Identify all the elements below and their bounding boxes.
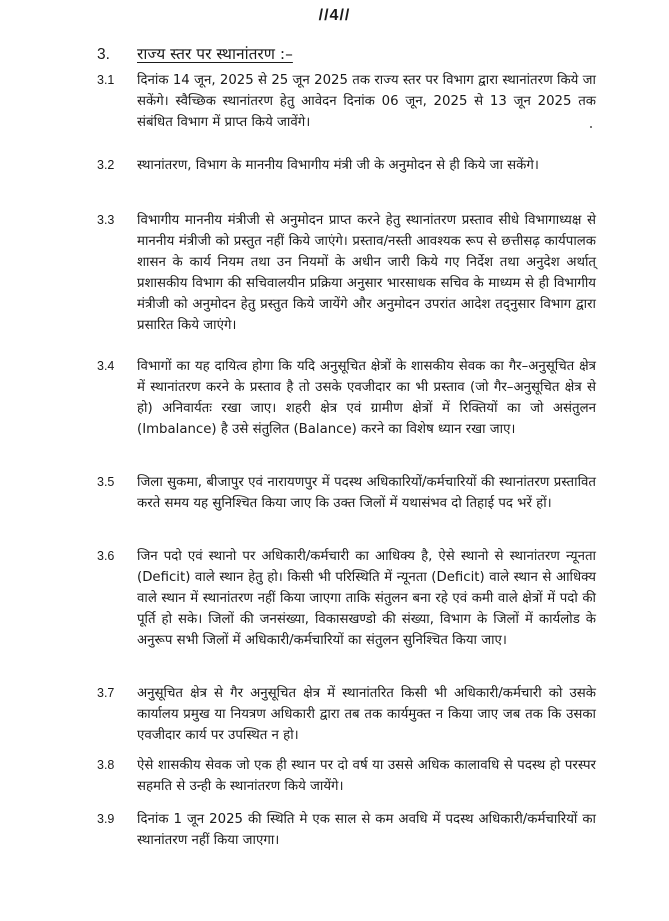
clause-text: अनुसूचित क्षेत्र से गैर अनुसूचित क्षेत्र में स्थानांतरित किसी भी अधिकारी/कर्मचारी को उसके कार्यालय प्रमुख या नियत्रण अधिकारी द्वारा तब तक कार्यमुक्त न किया जाए जब तक कि उसका एवजीदार कार्य पर उपस्थित न हो।	[137, 686, 596, 743]
clause-text: स्थानांतरण, विभाग के माननीय विभागीय मंत्री जी के अनुमोदन से ही किये जा सकेंगे।	[137, 158, 539, 173]
section-number: 3.	[97, 46, 110, 63]
clause-text: विभागों का यह दायित्व होगा कि यदि अनुसूचित क्षेत्रों के शासकीय सेवक का गैर–अनुसूचित क्षेत्र में स्थानांतरण करने के प्रस्ताव है तो उसके एवजीदार का भी प्रस्ताव (जो गैर–अनुसूचित क्षेत्र से हो) अनिवार्यतः रखा जाए। शहरी क्षेत्र एवं ग्रामीण क्षेत्रों में रिक्तियों का जो असंतुलन (Imbalance) है उसे संतुलित (Balance) करने का विशेष ध्यान रखा जाए।	[137, 359, 596, 437]
clause-number: 3.6	[97, 549, 115, 563]
clause-text: दिनांक 1 जून 2025 की स्थिति मे एक साल से कम अवधि में पदस्थ अधिकारी/कर्मचारियों का स्थानांतरण नहीं किया जाएगा।	[137, 812, 596, 848]
clause-number: 3.9	[97, 812, 115, 826]
clause-text: दिनांक 14 जून, 2025 से 25 जून 2025 तक राज्य स्तर पर विभाग द्वारा स्थानांतरण किये जा सकेंगे। स्वैच्छिक स्थानांतरण हेतु आवेदन दिनांक 06 जून, 2025 से 13 जून 2025 तक संबंधित विभाग में प्राप्त किये जावेंगे।	[137, 73, 596, 130]
clause-number: 3.2	[97, 158, 115, 172]
clause-text: जिला सुकमा, बीजापुर एवं नारायणपुर में पदस्थ अधिकारियों/कर्मचारियों की स्थानांतरण प्रस्तावित करते समय यह सुनिश्चित किया जाए कि उक्त जिलों में यथासंभव दो तिहाई पद भरें हों।	[137, 475, 596, 511]
page-number: //4//	[318, 7, 351, 24]
clause-number: 3.7	[97, 686, 115, 700]
clause-text: ऐसे शासकीय सेवक जो एक ही स्थान पर दो वर्ष या उससे अधिक कालावधि से पदस्थ हो परस्पर सहमति से उन्ही के स्थानांतरण किये जायेंगे।	[137, 758, 596, 794]
scan-dot	[590, 126, 592, 128]
section-heading	[97, 42, 293, 64]
clause-number: 3.5	[97, 475, 115, 489]
clause-number: 3.4	[97, 359, 115, 373]
clause-text: जिन पदो एवं स्थानो पर अधिकारी/कर्मचारी का आधिक्य है, ऐसे स्थानो से स्थानांतरण न्यूनता (Deficit) वाले स्थान हेतु हो। किसी भी परिस्थिति में न्यूनता (Deficit) वाले स्थान से आधिक्य वाले स्थान में स्थानांतरण नहीं किया जाएगा ताकि संतुलन बना रहे एवं कमी वाले क्षेत्रों में पदो की पूर्ति हो सके। जिलों की जनसंख्या, विकासखण्डो की संख्या, विभाग के जिलों में कार्यलोड के अनुरूप सभी जिलों में अधिकारी/कर्मचारियों का संतुलन सुनिश्चित किया जाए।	[137, 549, 596, 648]
clause-text: विभागीय माननीय मंत्रीजी से अनुमोदन प्राप्त करने हेतु स्थानांतरण प्रस्ताव सीधे विभागाध्यक्ष से माननीय मंत्रीजी को प्रस्तुत नहीं किये जाएंगे। प्रस्ताव/नस्ती आवश्यक रूप से छत्तीसढ़ कार्यपालक शासन के कार्य नियम तथा उन नियमों के अधीन जारी किये गए निर्देश तथा अनुदेश अर्थात् प्रशासकीय विभाग की सचिवालयीन प्रक्रिया अनुसार भारसाधक सचिव के माध्यम से ही विभागीय मंत्रीजी को अनुमोदन हेतु प्रस्तुत किये जायेंगे और अनुमोदन उपरांत आदेश तद्नुसार विभाग द्वारा प्रसारित किये जाएंगे।	[137, 213, 596, 333]
clause-number: 3.8	[97, 758, 115, 772]
clause-number: 3.3	[97, 213, 115, 227]
section-title: राज्य स्तर पर स्थानांतरण :–	[137, 45, 293, 63]
clause-number: 3.1	[97, 73, 115, 87]
